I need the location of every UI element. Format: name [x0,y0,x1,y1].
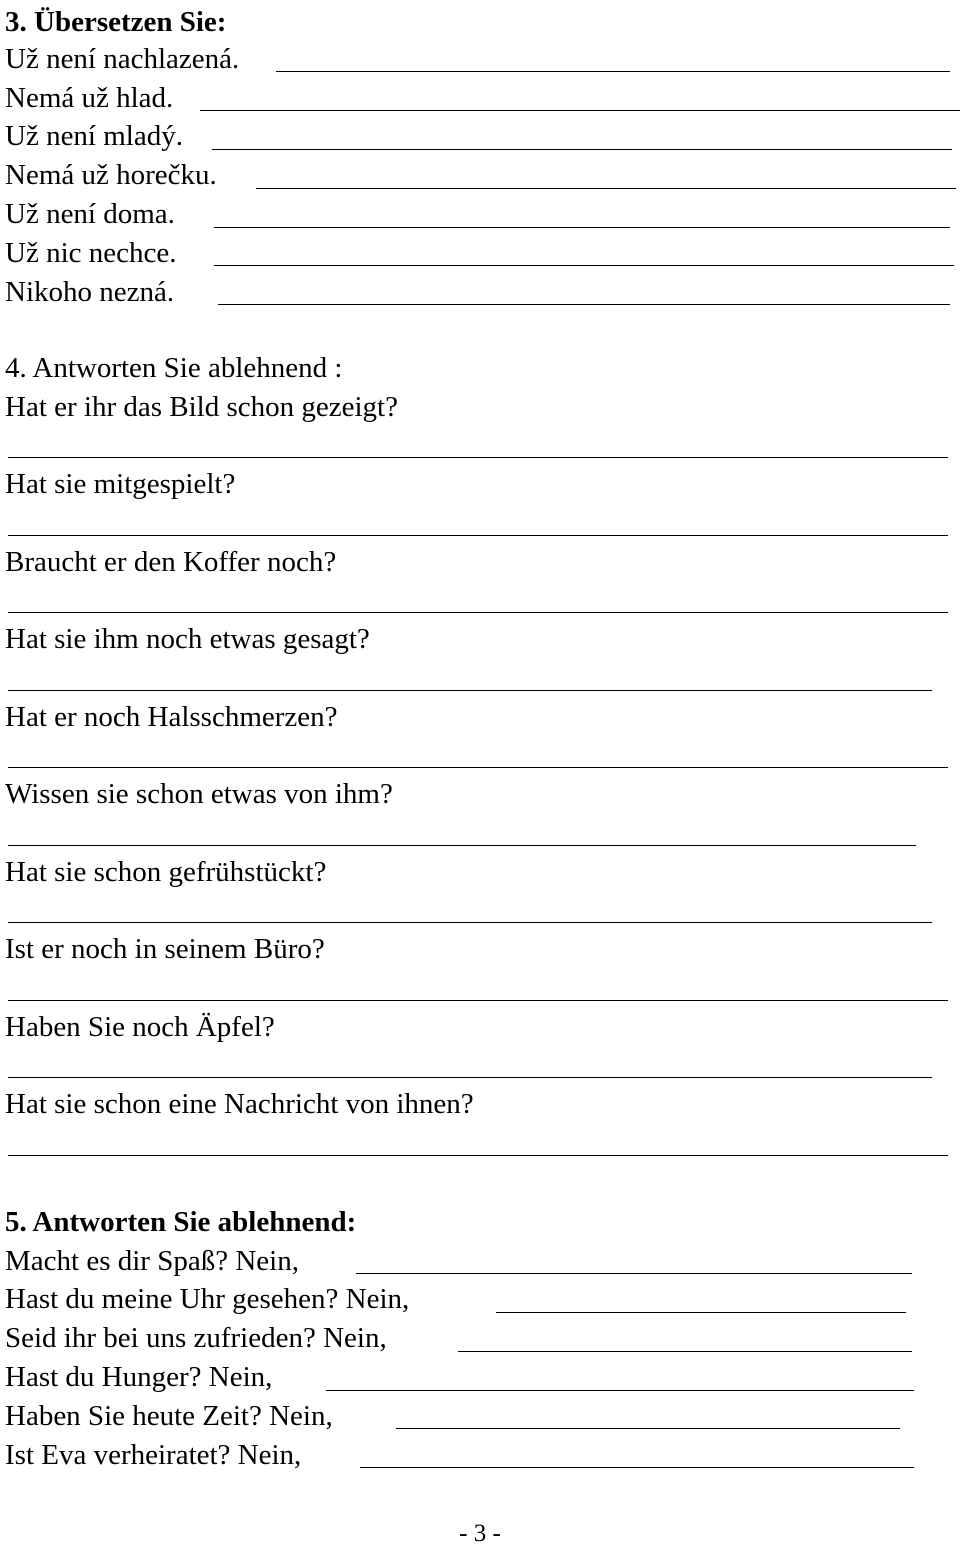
answer-line[interactable] [218,304,950,305]
question-8: Ist er noch in seinem Büro? [5,933,325,965]
negation-item-2: Hast du meine Uhr gesehen? Nein, [5,1283,410,1315]
answer-line[interactable] [458,1351,912,1352]
question-4: Hat sie ihm noch etwas gesagt? [5,623,370,655]
question-3: Braucht er den Koffer noch? [5,546,337,578]
translate-item-4: Nemá už horečku. [5,159,217,191]
answer-line[interactable] [8,1155,948,1156]
answer-line[interactable] [8,922,932,923]
answer-line[interactable] [396,1428,900,1429]
page-number: - 3 - [459,1520,501,1547]
answer-line[interactable] [214,227,950,228]
translate-item-7: Nikoho nezná. [5,276,175,308]
translate-item-6: Už nic nechce. [5,237,177,269]
question-2: Hat sie mitgespielt? [5,468,236,500]
negation-item-3: Seid ihr bei uns zufrieden? Nein, [5,1322,387,1354]
question-6: Wissen sie schon etwas von ihm? [5,778,393,810]
answer-line[interactable] [8,767,948,768]
answer-line[interactable] [360,1467,914,1468]
question-9: Haben Sie noch Äpfel? [5,1011,275,1043]
section-3-heading: 3. Übersetzen Sie: [5,6,227,38]
answer-line[interactable] [496,1312,906,1313]
question-10: Hat sie schon eine Nachricht von ihnen? [5,1088,474,1120]
negation-item-6: Ist Eva verheiratet? Nein, [5,1439,302,1471]
answer-line[interactable] [8,535,948,536]
answer-line[interactable] [8,1077,932,1078]
answer-line[interactable] [200,110,960,111]
question-1: Hat er ihr das Bild schon gezeigt? [5,391,398,423]
translate-item-5: Už není doma. [5,198,175,230]
answer-line[interactable] [8,612,948,613]
translate-item-1: Už není nachlazená. [5,43,240,75]
answer-line[interactable] [214,265,954,266]
translate-item-2: Nemá už hlad. [5,82,174,114]
answer-line[interactable] [212,149,952,150]
answer-line[interactable] [8,690,932,691]
answer-line[interactable] [356,1273,912,1274]
question-7: Hat sie schon gefrühstückt? [5,856,327,888]
answer-line[interactable] [8,1000,948,1001]
answer-line[interactable] [8,457,948,458]
answer-line[interactable] [8,845,916,846]
section-4-heading: 4. Antworten Sie ablehnend : [5,352,343,384]
answer-line[interactable] [276,71,950,72]
negation-item-4: Hast du Hunger? Nein, [5,1361,273,1393]
negation-item-1: Macht es dir Spaß? Nein, [5,1245,299,1277]
translate-item-3: Už není mladý. [5,120,183,152]
answer-line[interactable] [326,1390,914,1391]
question-5: Hat er noch Halsschmerzen? [5,701,338,733]
negation-item-5: Haben Sie heute Zeit? Nein, [5,1400,333,1432]
section-5-heading: 5. Antworten Sie ablehnend: [5,1206,357,1238]
answer-line[interactable] [256,188,956,189]
